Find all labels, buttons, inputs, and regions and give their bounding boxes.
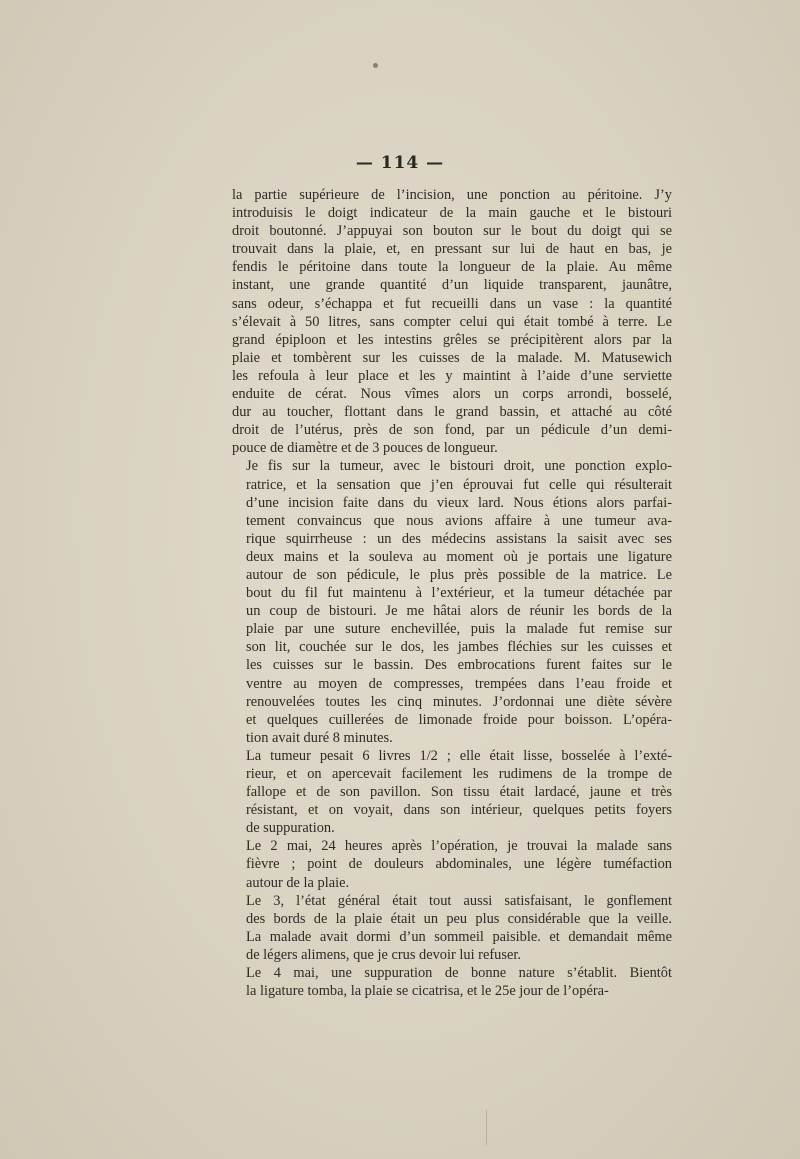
text-line: s’élevait à 50 litres, sans compter celui qui était tombé à terre. Le <box>232 313 672 330</box>
paragraph <box>232 186 672 457</box>
text-line: autour de son pédicule, le plus près possible de la matrice. Le <box>246 566 672 583</box>
text-line: la partie supérieure de l’incision, une ponction au péritoine. J’y <box>232 187 672 203</box>
text-line: plaie et tombèrent sur les cuisses de la malade. M. Matusewich <box>232 349 672 366</box>
paper-crease <box>486 1110 487 1145</box>
text-line: les refoula à leur place et les y maintint à l’aide d’une serviette <box>232 367 672 384</box>
text-line: de suppuration. <box>246 820 335 837</box>
text-line: plaie par une suture enchevillée, puis la malade fut remise sur <box>246 621 672 638</box>
text-line: sans odeur, s’échappa et fut recueilli dans un vase : la quantité <box>232 295 672 312</box>
text-line: la ligature tomba, la plaie se cicatrisa, et le 25e jour de l’opéra- <box>246 983 609 1000</box>
text-line: d’une incision faite dans du vieux lard. Nous étions alors parfai- <box>246 494 672 511</box>
text-line: trouvait dans la plaie, et, en pressant sur lui de haut en bas, je <box>232 241 672 258</box>
body-text <box>232 186 672 1000</box>
paragraph <box>232 837 672 891</box>
text-line: rique squirrheuse : un des médecins assistans la saisit avec ses <box>246 530 672 547</box>
text-line: de légers alimens, que je crus devoir lui refuser. <box>246 946 521 963</box>
text-line: fallope et de son pavillon. Son tissu était lardacé, jaune et très <box>246 784 672 801</box>
text-line: Je fis sur la tumeur, avec le bistouri droit, une ponction explo- <box>246 458 672 475</box>
text-line: pouce de diamètre et de 3 pouces de longueur. <box>232 440 498 457</box>
text-line: dur au toucher, flottant dans le grand bassin, et attaché au côté <box>232 404 672 421</box>
ink-spot <box>373 63 378 68</box>
text-line: des bords de la plaie était un peu plus considérable que la veille. <box>246 910 672 927</box>
text-line: Le 3, l’état général était tout aussi satisfaisant, le gonflement <box>246 892 672 909</box>
text-line: La tumeur pesait 6 livres 1/2 ; elle était lisse, bosselée à l’exté- <box>246 747 672 764</box>
text-line: Le 2 mai, 24 heures après l’opération, je trouvai la malade sans <box>246 838 672 855</box>
text-line: autour de la plaie. <box>246 874 350 891</box>
text-line: fièvre ; point de douleurs abdominales, une légère tuméfaction <box>246 856 672 873</box>
text-line: grand épiploon et les intestins grêles se précipitèrent alors par la <box>232 331 672 348</box>
text-line: ratrice, et la sensation que j’en éprouvai fut celle qui résulterait <box>246 476 672 493</box>
text-line: enduite de cérat. Nous vîmes alors un corps arrondi, bosselé, <box>232 386 672 403</box>
text-line: La malade avait dormi d’un sommeil paisible. et demandait même <box>246 928 672 945</box>
text-line: Le 4 mai, une suppuration de bonne nature s’établit. Bientôt <box>246 965 672 982</box>
text-line: tement convaincus que nous avions affaire à une tumeur ava- <box>246 512 672 529</box>
text-line: et quelques cuillerées de limonade froide pour boisson. L’opéra- <box>246 711 672 728</box>
paragraph <box>232 457 672 747</box>
paragraph <box>232 892 672 964</box>
text-line: ventre au moyen de compresses, trempées dans l’eau froide et <box>246 675 672 692</box>
text-line: un coup de bistouri. Je me hâtai alors de réunir les bords de la <box>246 603 672 620</box>
text-line: son lit, couchée sur le dos, les jambes fléchies sur les cuisses et <box>246 639 672 656</box>
text-line: instant, une grande quantité d’un liquide transparent, jaunâtre, <box>232 277 672 294</box>
paragraph <box>232 747 672 837</box>
text-line: droit de l’utérus, près de son fond, par un pédicule d’un demi- <box>232 422 672 439</box>
text-line: bout du fil fut maintenu à l’extérieur, et la tumeur détachée par <box>246 585 672 602</box>
text-line: introduisis le doigt indicateur de la main gauche et le bistouri <box>232 205 672 222</box>
text-line: tion avait duré 8 minutes. <box>246 729 393 746</box>
text-line: renouvelées toutes les cinq minutes. J’ordonnai une diète sévère <box>246 693 672 710</box>
text-line: les cuisses sur le bassin. Des embrocations furent faites sur le <box>246 657 672 674</box>
text-line: rieur, et on apercevait facilement les rudimens de la trompe de <box>246 766 672 782</box>
page-number: — 114 — <box>355 153 445 173</box>
text-line: fendis le péritoine dans toute la longueur de la plaie. Au même <box>232 259 672 276</box>
paragraph <box>232 964 672 1000</box>
text-line: droit boutonné. J’appuyai son bouton sur le bout du doigt qui se <box>232 223 672 240</box>
text-line: deux mains et la souleva au moment où je portais une ligature <box>246 548 672 565</box>
text-line: résistant, et on voyait, dans son intérieur, quelques petits foyers <box>246 802 672 819</box>
